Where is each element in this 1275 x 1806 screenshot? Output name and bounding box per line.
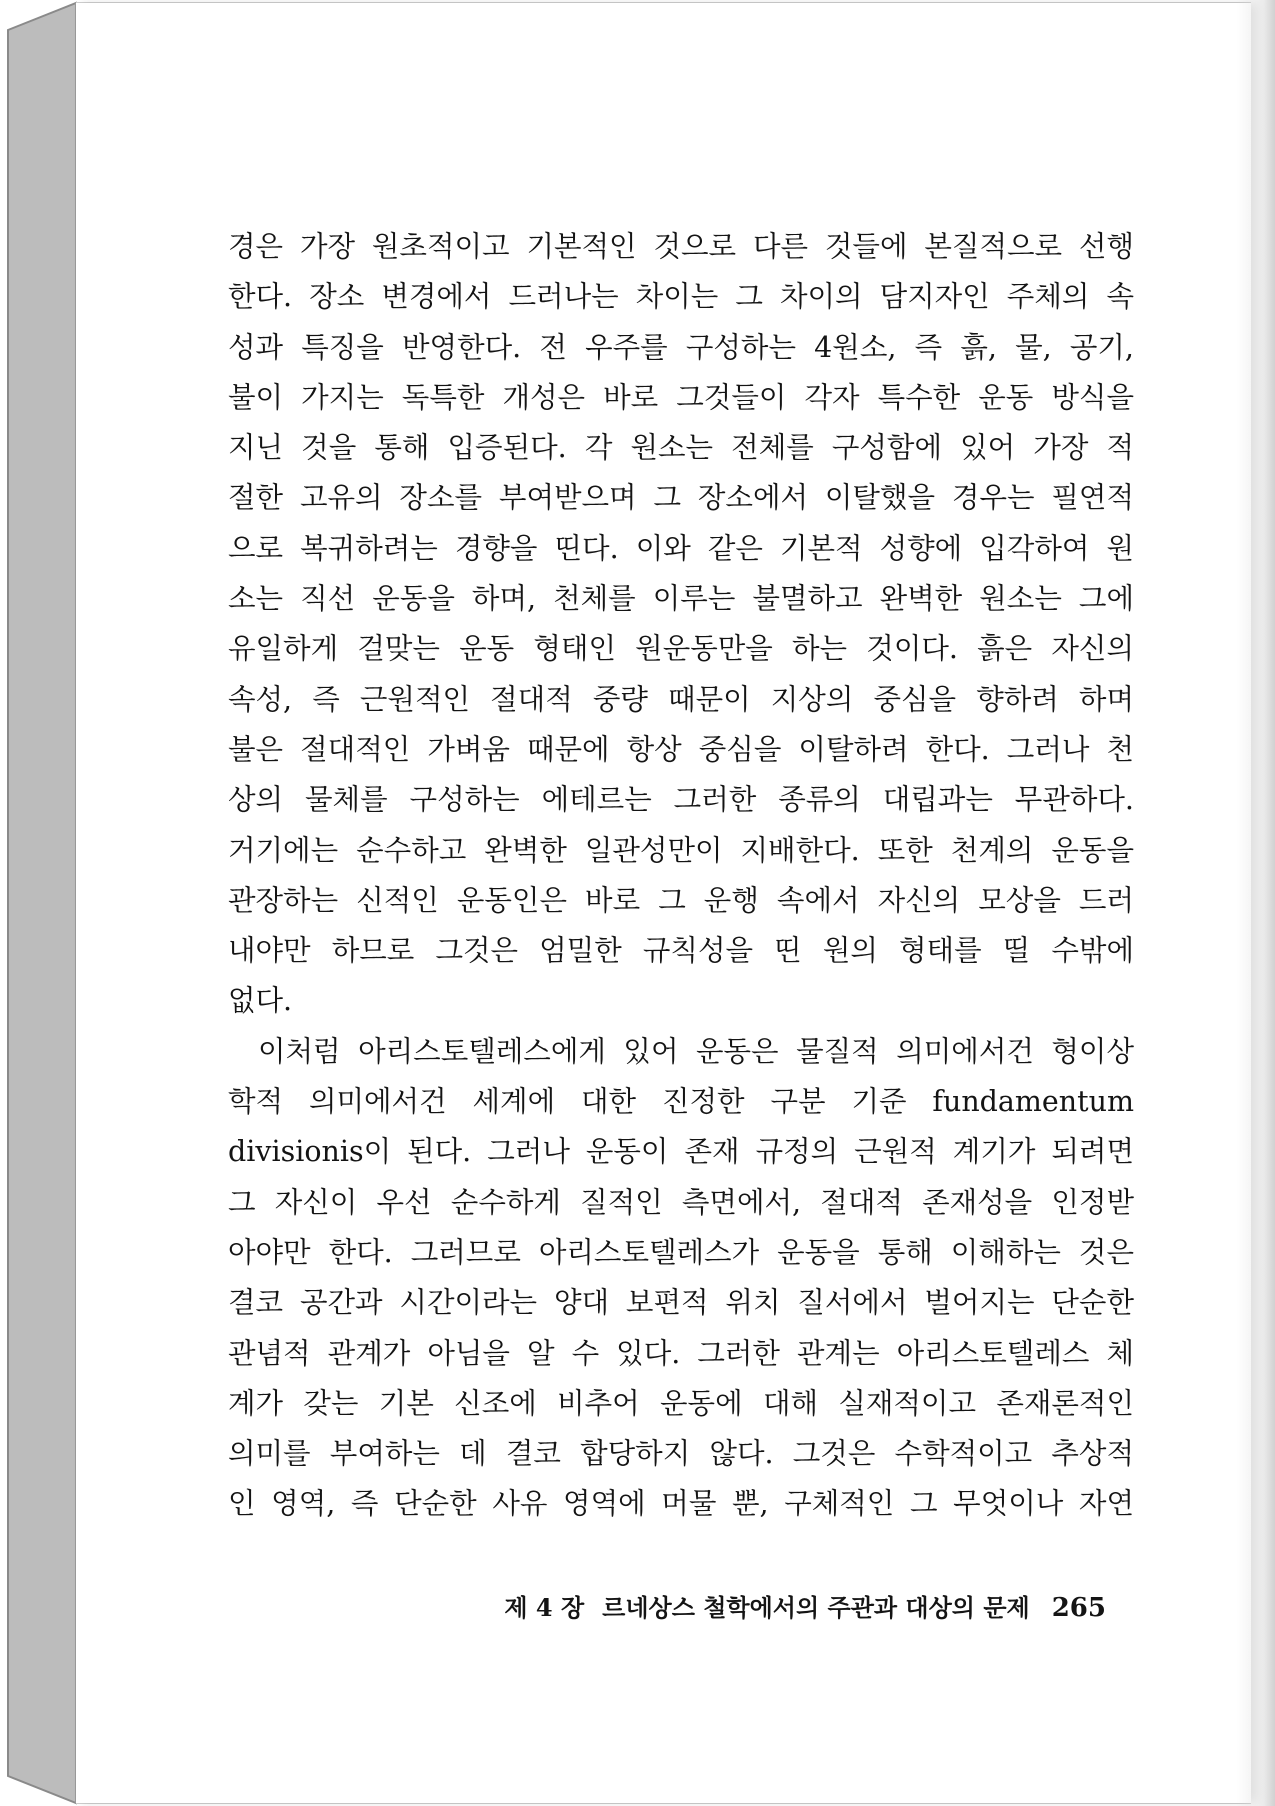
text-line: 상의 물체를 구성하는 에테르는 그러한 종류의 대립과는 무관하다. bbox=[228, 783, 1134, 817]
text-line: 유일하게 걸맞는 운동 형태인 원운동만을 하는 것이다. 흙은 자신의 bbox=[228, 632, 1134, 666]
text-line: 이처럼 아리스토텔레스에게 있어 운동은 물질적 의미에서건 형이상 bbox=[258, 1034, 1134, 1068]
text-line: divisionis이 된다. 그러나 운동이 존재 규정의 근원적 계기가 되려면 bbox=[228, 1135, 1134, 1169]
text-line: 인 영역, 즉 단순한 사유 영역에 머물 뿐, 구체적인 그 무엇이나 자연 bbox=[228, 1487, 1134, 1521]
text-line: 불이 가지는 독특한 개성은 바로 그것들이 각자 특수한 운동 방식을 bbox=[228, 380, 1134, 414]
text-line: 불은 절대적인 가벼움 때문에 항상 중심을 이탈하려 한다. 그러나 천 bbox=[228, 732, 1134, 766]
text-line: 없다. bbox=[228, 984, 293, 1018]
text-line: 관념적 관계가 아님을 알 수 있다. 그러한 관계는 아리스토텔레스 체 bbox=[228, 1336, 1134, 1370]
text-line: 속성, 즉 근원적인 절대적 중량 때문이 지상의 중심을 향하려 하며 bbox=[228, 682, 1134, 716]
body-text bbox=[228, 222, 1134, 1530]
text-line: 관장하는 신적인 운동인은 바로 그 운행 속에서 자신의 모상을 드러 bbox=[228, 883, 1134, 917]
text-line: 으로 복귀하려는 경향을 띤다. 이와 같은 기본적 성향에 입각하여 원 bbox=[228, 531, 1134, 565]
page-number: 265 bbox=[1051, 1593, 1106, 1623]
text-line: 아야만 한다. 그러므로 아리스토텔레스가 운동을 통해 이해하는 것은 bbox=[228, 1235, 1134, 1269]
text-line: 거기에는 순수하고 완벽한 일관성만이 지배한다. 또한 천계의 운동을 bbox=[228, 833, 1134, 867]
text-line: 소는 직선 운동을 하며, 천체를 이루는 불멸하고 완벽한 원소는 그에 bbox=[228, 582, 1134, 616]
text-line: 지닌 것을 통해 입증된다. 각 원소는 전체를 구성함에 있어 가장 적 bbox=[228, 431, 1134, 465]
running-title: 르네상스 철학에서의 주관과 대상의 문제 bbox=[602, 1593, 1030, 1622]
text-line: 한다. 장소 변경에서 드러나는 차이는 그 차이의 담지자인 주체의 속 bbox=[228, 280, 1134, 314]
chapter-label: 제 4 장 bbox=[504, 1593, 585, 1622]
text-line: 경은 가장 원초적이고 기본적인 것으로 다른 것들에 본질적으로 선행 bbox=[228, 230, 1134, 263]
text-line: 계가 갖는 기본 신조에 비추어 운동에 대해 실재적이고 존재론적인 bbox=[228, 1386, 1134, 1420]
page-footer bbox=[494, 1588, 1106, 1628]
text-line: 결코 공간과 시간이라는 양대 보편적 위치 질서에서 벌어지는 단순한 bbox=[228, 1286, 1134, 1320]
text-line: 학적 의미에서건 세계에 대한 진정한 구분 기준 fundamentum bbox=[228, 1085, 1134, 1119]
page-edge-shadow bbox=[1237, 0, 1275, 1806]
text-line: 의미를 부여하는 데 결코 합당하지 않다. 그것은 수학적이고 추상적 bbox=[228, 1437, 1134, 1471]
text-line: 성과 특징을 반영한다. 전 우주를 구성하는 4원소, 즉 흙, 물, 공기, bbox=[228, 330, 1134, 364]
text-line: 그 자신이 우선 순수하게 질적인 측면에서, 절대적 존재성을 인정받 bbox=[228, 1185, 1134, 1219]
text-line: 내야만 하므로 그것은 엄밀한 규칙성을 띤 원의 형태를 띨 수밖에 bbox=[228, 934, 1134, 968]
text-line: 절한 고유의 장소를 부여받으며 그 장소에서 이탈했을 경우는 필연적 bbox=[228, 481, 1134, 515]
